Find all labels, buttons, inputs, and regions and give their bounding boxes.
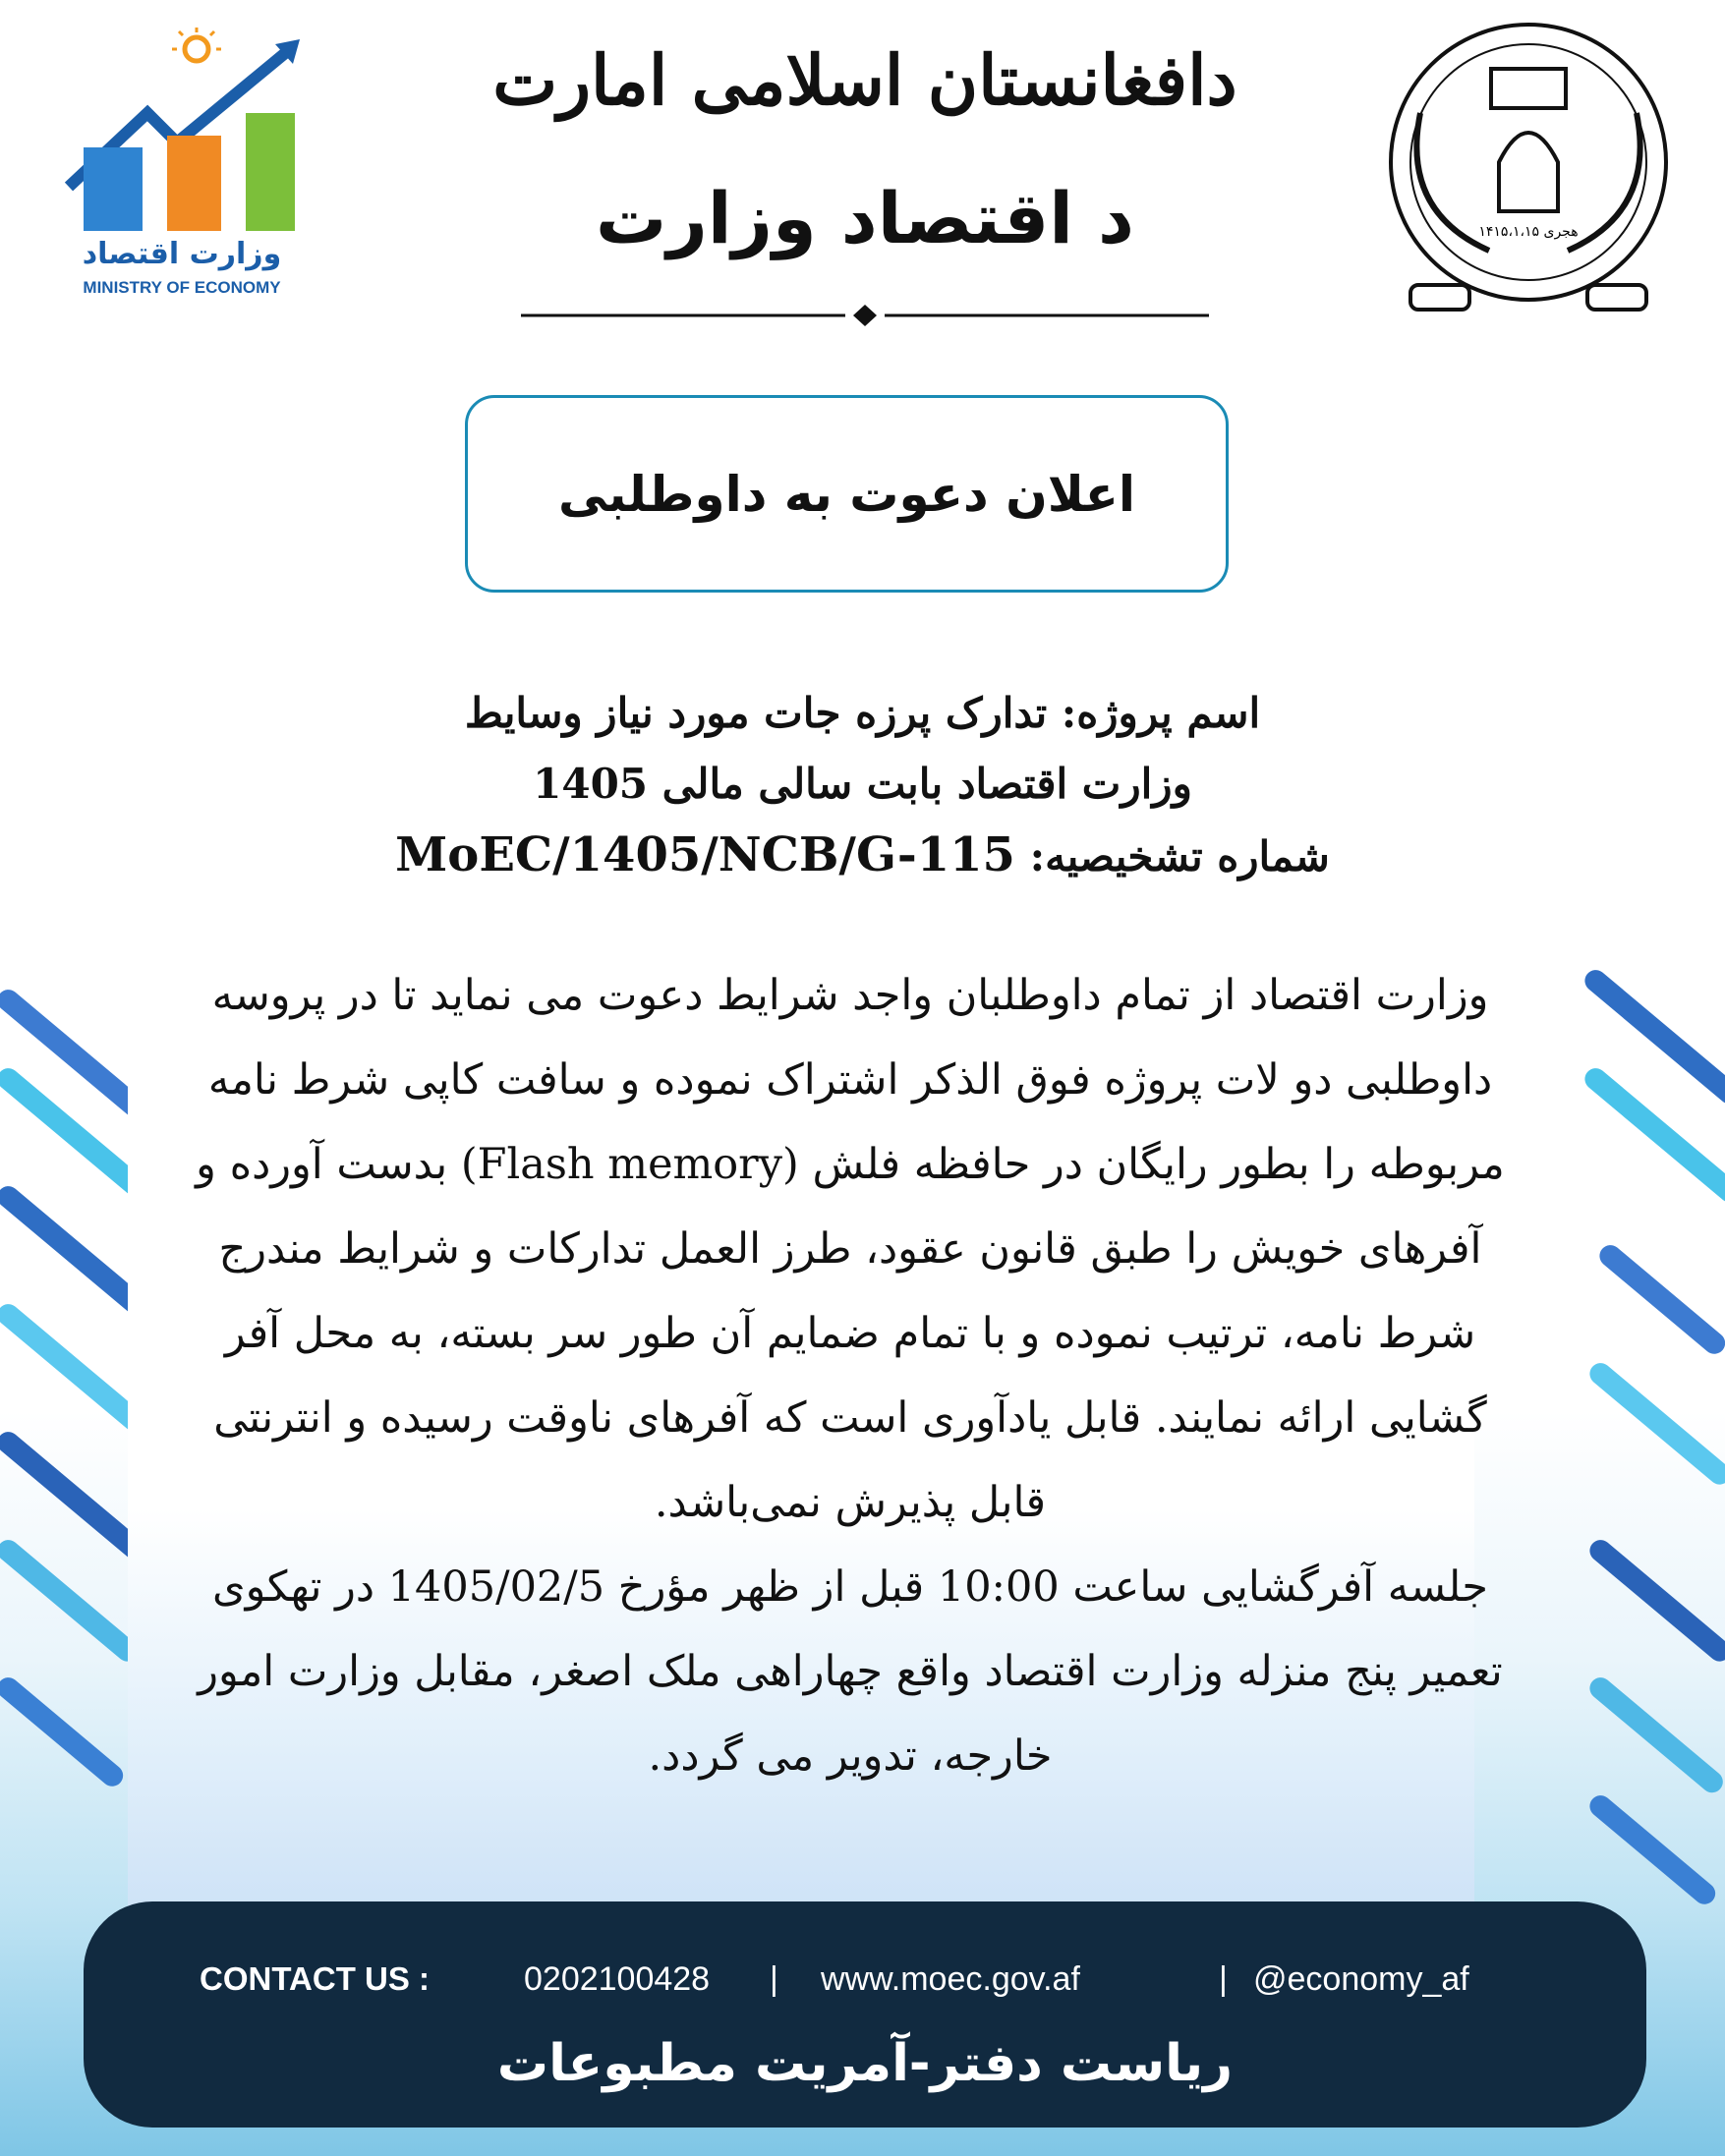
notice-title-box — [465, 395, 1229, 593]
project-id-value: MoEC/1405/NCB/G-115 — [395, 827, 1015, 882]
body-line: گشایی ارائه نمایند. قابل یادآوری است که آفرهای ناوقت رسیده و انترنتی — [213, 1393, 1487, 1443]
svg-text:MINISTRY OF ECONOMY: MINISTRY OF ECONOMY — [83, 278, 281, 297]
separator: | — [1219, 1960, 1228, 1998]
project-id — [295, 820, 1430, 892]
emirate-title: دافغانستان اسلامی امارت — [492, 39, 1237, 121]
project-info — [295, 678, 1430, 892]
office-name: ریاست دفتر-آمریت مطبوعات — [496, 2034, 1234, 2093]
body-line: وزارت اقتصاد از تمام داوطلبان واجد شرایط دعوت می نماید تا در پروسه — [211, 971, 1489, 1020]
project-id-label: شماره تشخیصیه: — [1029, 832, 1330, 880]
notice-title: اعلان دعوت به داوطلبی — [557, 465, 1136, 523]
body-line: آفرهای خویش را طبق قانون عقود، طرز العمل تدارکات و شرایط مندرج — [218, 1224, 1482, 1274]
ministry-of-economy-logo — [39, 20, 324, 305]
footer — [84, 1901, 1646, 2128]
social-handle[interactable]: @economy_af — [1253, 1960, 1469, 1998]
body-line: مربوطه را بطور رایگان در حافظه فلش (Flash memory) بدست آورده و — [196, 1140, 1505, 1189]
body-line: قابل پذیرش نمی‌باشد. — [654, 1478, 1047, 1527]
body-line: شرط نامه، ترتیب نموده و با تمام ضمایم آن طور سر بسته، به محل آفر — [224, 1309, 1476, 1358]
body-line: خارجه، تدویر می گردد. — [648, 1731, 1053, 1781]
divider — [521, 305, 1209, 326]
project-name-cont: وزارت اقتصاد بابت سالی مالی 1405 — [533, 760, 1192, 808]
body-line: جلسه آفرگشایی ساعت 10:00 قبل از ظهر مؤرخ 1405/02/5 در تهکوی — [212, 1562, 1488, 1612]
ministry-title: د اقتصاد وزارت — [596, 177, 1134, 259]
body-line: داوطلبی دو لات پروژه فوق الذکر اشتراک نموده و سافت کاپی شرط نامه — [207, 1055, 1493, 1105]
svg-text:وزارت اقتصاد: وزارت اقتصاد — [82, 237, 282, 271]
website-link[interactable]: www.moec.gov.af — [821, 1960, 1080, 1998]
emirate-emblem — [1381, 15, 1676, 319]
body-line: تعمیر پنج منزله وزارت اقتصاد واقع چهاراهی ملک اصغر، مقابل وزارت امور — [198, 1647, 1503, 1696]
phone-number: 0202100428 — [524, 1960, 711, 1998]
separator: | — [770, 1960, 778, 1998]
contact-label: CONTACT US : — [200, 1960, 431, 1997]
svg-text:۱۴۱۵،۱،۱۵ هجری: ۱۴۱۵،۱،۱۵ هجری — [1478, 224, 1579, 240]
project-name: اسم پروژه: تدارک پرزه جات مورد نیاز وسایط — [464, 689, 1261, 737]
notice-body — [167, 953, 1533, 1798]
